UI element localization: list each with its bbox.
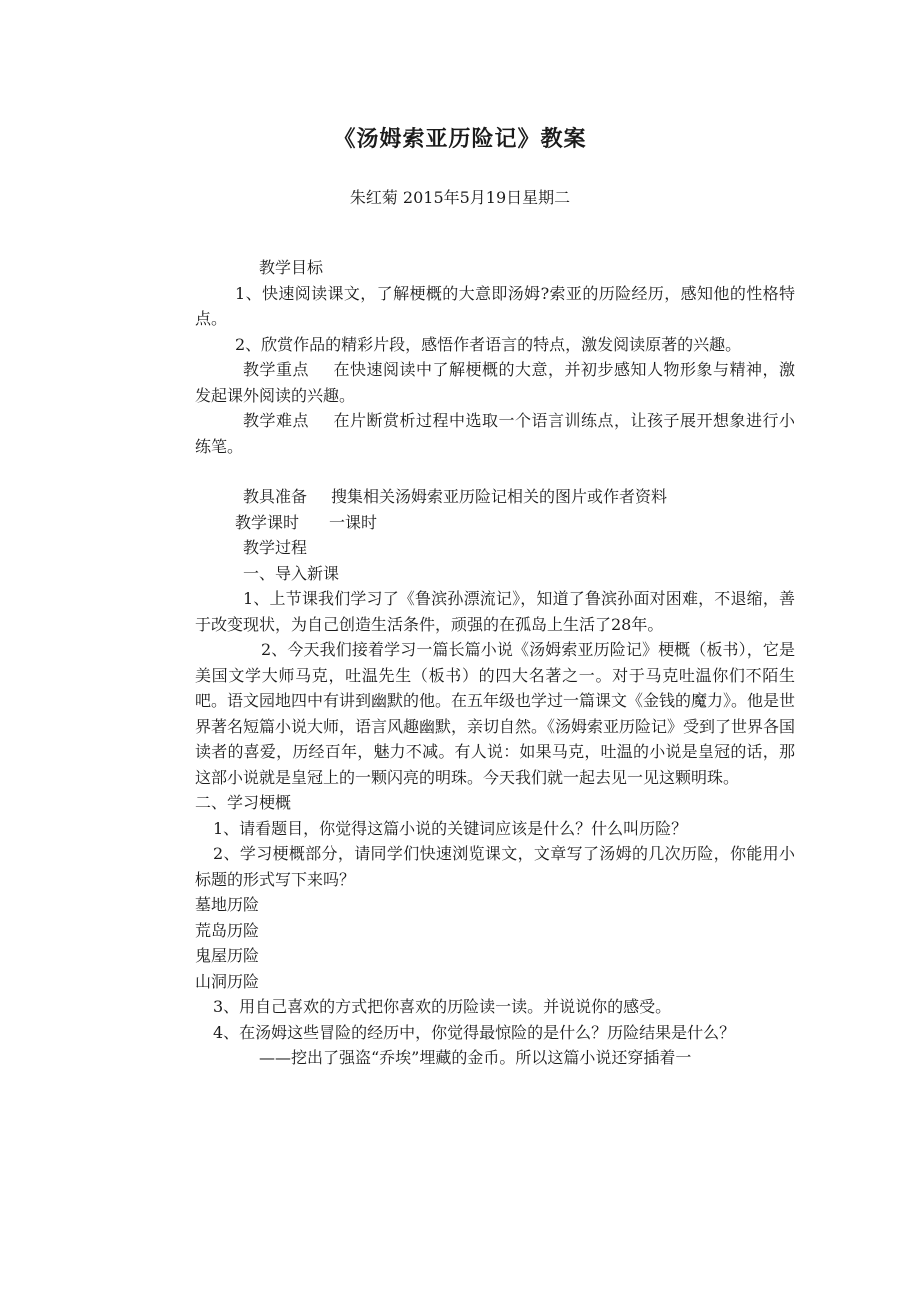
section-2-question-1: 1、请看题目，你觉得这篇小说的关键词应该是什么？什么叫历险？ (213, 818, 688, 838)
section-1-paragraph-1: 1、上节课我们学习了《鲁滨孙漂流记》，知道了鲁滨孙面对困难，不退缩，善于改变现状，为自己创造生活条件，顽强的在孤岛上生活了28年。 (195, 589, 795, 634)
section-2-answer: ——挖出了强盗“乔埃”埋藏的金币。所以这篇小说还穿插着一 (259, 1048, 692, 1067)
objective-1: 1、快速阅读课文，了解梗概的大意即汤姆?索亚的历险经历，感知他的性格特点。 (195, 283, 795, 328)
adventure-item: 荒岛历险 (195, 920, 260, 940)
document-title: 《汤姆索亚历险记》教案 (333, 126, 587, 152)
difficulty-text: 在片断赏析过程中选取一个语言训练点，让孩子展开想象进行小练笔。 (195, 411, 795, 456)
key-points-label: 教学重点 (243, 360, 309, 379)
section-2-question-3: 3、用自己喜欢的方式把你喜欢的历险读一读。并说说你的感受。 (213, 997, 672, 1016)
difficulty (195, 408, 795, 459)
objectives-heading: 教学目标 (259, 258, 324, 277)
adventure-item: 墓地历险 (195, 895, 260, 914)
section-1-heading: 一、导入新课 (243, 563, 340, 583)
hours-text: 一课时 (329, 512, 378, 532)
process-heading: 教学过程 (243, 538, 308, 557)
section-2-heading: 二、学习梗概 (195, 793, 292, 812)
key-points-text: 在快速阅读中了解梗概的大意，并初步感知人物形象与精神，激发起课外阅读的兴趣。 (195, 360, 795, 405)
document-byline: 朱红菊 2015年5月19日星期二 (349, 188, 571, 207)
adventure-item: 山洞历险 (195, 971, 260, 991)
key-points (195, 357, 795, 408)
section-1-paragraph-2: 2、今天我们接着学习一篇长篇小说《汤姆索亚历险记》梗概（板书），它是美国文学大师马克，吐温先生（板书）的四大名著之一。对于马克吐温你们不陌生吧。语文园地四中有讲到幽默的他。在五年级也学过一篇课文《金钱的魔力》。他是世界著名短篇小说大师，语言风趣幽默，亲切自然。《汤姆索亚历险记》受到了世界各国读者的喜爱，历经百年，魅力不减。有人说：如果马克，吐温的小说是皇冠的话，那这部小说就是皇冠上的一颗闪亮的明珠。今天我们就一起去见一见这颗明珠。 (195, 640, 796, 787)
document-body (195, 255, 795, 1071)
materials (195, 484, 795, 510)
objective-2: 2、欣赏作品的精彩片段，感悟作者语言的特点，激发阅读原著的兴趣。 (235, 334, 742, 354)
materials-text: 搜集相关汤姆索亚历险记相关的图片或作者资料 (331, 487, 668, 506)
materials-label: 教具准备 (243, 487, 308, 506)
section-2-question-2: 2、学习梗概部分，请同学们快速浏览课文，文章写了汤姆的几次历险，你能用小标题的形式写下来吗？ (195, 844, 795, 889)
spacer (195, 459, 795, 484)
hours-label: 教学课时 (235, 512, 300, 532)
section-2-question-4: 4、在汤姆这些冒险的经历中，你觉得最惊险的是什么？历险结果是什么？ (213, 1022, 736, 1042)
difficulty-label: 教学难点 (243, 411, 309, 430)
hours (195, 510, 795, 536)
adventure-item: 鬼屋历险 (195, 946, 260, 965)
